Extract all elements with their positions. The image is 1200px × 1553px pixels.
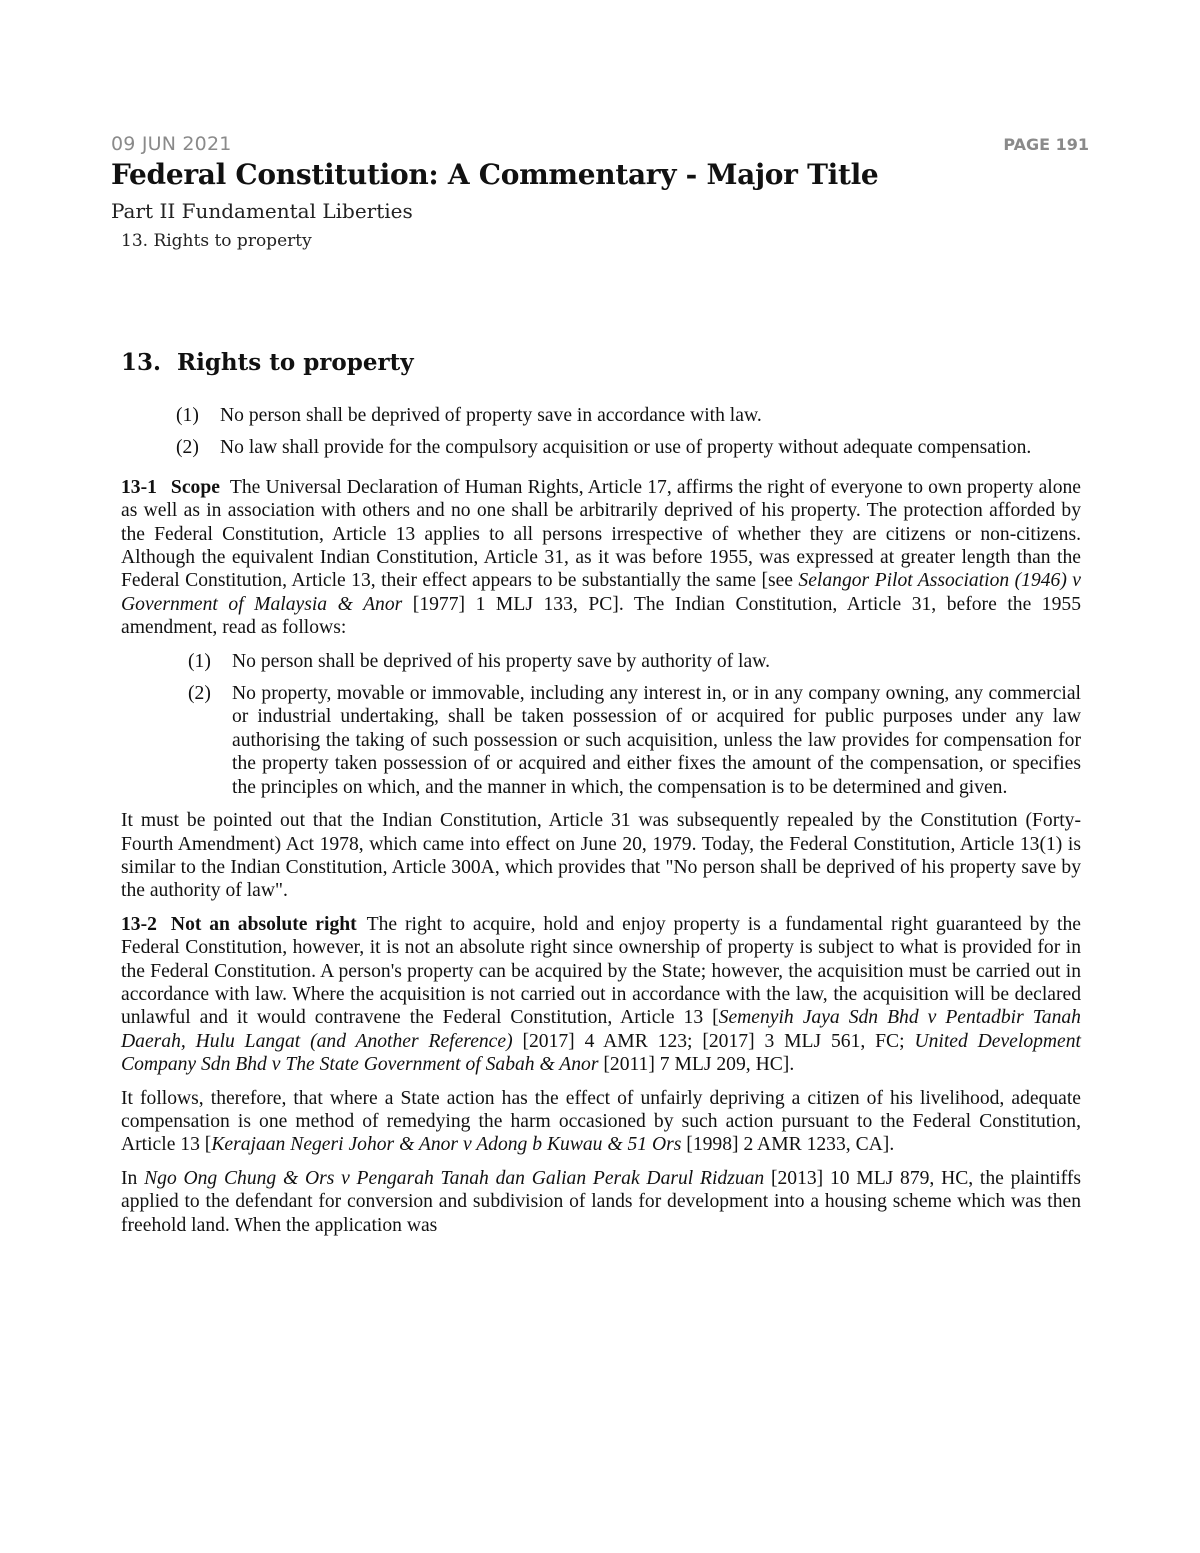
paragraph-text: The right to acquire, hold and enjoy property is a fundamental right guaranteed by the Federal Constitution, however, it is not an absolute right since ownership of property is subject to what is provided for in the Federal Constitution. A person's property can be acquired by the State; however, the acquisition must be carried out in accordance with law. Where the acquisition is not carried out in accordance with the law, the acquisition will be declared unlawful and it would contravene the Federal Constitution, Article 13 [ [121,913,1081,1029]
article-clause [176,436,1081,459]
section-title: Rights to property [177,349,414,376]
clause-number: (2) [176,437,199,459]
clause-number: (2) [188,683,211,705]
part-title: Part II Fundamental Liberties [111,199,413,223]
paragraph-number: 13-1 [121,476,157,498]
section-heading [121,349,414,376]
section-breadcrumb: 13. Rights to property [121,231,312,251]
section-number: 13. [121,349,162,376]
case-citation: Semenyih Jaya Sdn Bhd v Pentadbir Tanah Daerah, Hulu Langat (and Another Reference) [121,1007,1081,1052]
paragraph-number: 13-2 [121,913,157,935]
paragraph-repealed: It must be pointed out that the Indian Constitution, Article 31 was subsequently repealed by the Constitution (Forty-Fourth Amendment) Act 1978, which came into effect on June 20, 1979. Today, the Federal Constitution, Article 13(1) is similar to the Indian Constitution, Article 300A, which provides that "No person shall be deprived of his property save by the authority of law". [121,810,1081,902]
case-citation: Selangor Pilot Association (1946) v Government of Malaysia & Anor [121,570,1081,615]
paragraph-13-2 [121,913,1081,1077]
page-number: PAGE 191 [1003,135,1089,154]
document-body [121,404,1081,1247]
clause-text: No person shall be deprived of property save in accordance with law. [220,405,762,426]
paragraph-13-1 [121,476,1081,640]
paragraph-text: In [121,1167,145,1189]
quoted-clause [188,682,1081,799]
paragraph-text: The Universal Declaration of Human Rights, Article 17, affirms the right of everyone to own property alone as well as in association with others and no one shall be arbitrarily deprived of his property. The protection afforded by the Federal Constitution, Article 13 applies to all persons irrespective of whether they are citizens or non-citizens. Although the equivalent Indian Constitution, Article 31, as it was before 1955, was expressed at greater length than the Federal Constitution, Article 13, their effect appears to be substantially the same [see [121,476,1081,592]
major-title: Federal Constitution: A Commentary - Major Title [111,158,879,191]
clause-text: No person shall be deprived of his property save by authority of law. [232,650,770,672]
paragraph-text: [2013] 10 MLJ 879, HC, the plaintiffs applied to the defendant for conversion and subdivision of lands for development into a housing scheme which was then freehold land. When the application was [121,1167,1082,1236]
clause-number: (1) [188,650,211,672]
case-citation: United Development Company Sdn Bhd v The State Government of Sabah & Anor [121,1030,1081,1076]
paragraph-text: It follows, therefore, that where a State action has the effect of unfairly depriving a citizen of his livelihood, adequate compensation is one method of remedying the harm occasioned by such action pursuant to the Federal Constitution, Article 13 [ [121,1087,1081,1156]
paragraph-text: [1998] 2 AMR 1233, CA]. [681,1134,895,1156]
clause-number: (1) [176,405,199,426]
paragraph-text: [1977] 1 MLJ 133, PC]. The Indian Constitution, Article 31, before the 1955 amendment, read as follows: [121,593,1081,639]
paragraph-follows [121,1087,1081,1157]
clause-text: No law shall provide for the compulsory acquisition or use of property without adequate compensation. [220,437,1032,459]
case-citation: Ngo Ong Chung & Ors v Pengarah Tanah dan Galian Perak Darul Ridzuan [144,1167,765,1189]
quoted-clause [188,650,1081,673]
document-date: 09 JUN 2021 [111,133,232,155]
article-clause [176,404,1081,427]
quoted-article [121,650,1081,799]
paragraph-heading: Not an absolute right [170,913,357,935]
paragraph-text: [2011] 7 MLJ 209, HC]. [598,1054,795,1076]
paragraph-ngo [121,1167,1081,1237]
paragraph-text: [2017] 4 AMR 123; [2017] 3 MLJ 561, FC; [512,1030,915,1052]
clause-text: No property, movable or immovable, including any interest in, or in any company owning, any commercial or industrial undertaking, shall be taken possession of or acquired for public purposes under any law authorising the taking of such possession or such acquisition, unless the law provides for compensation for the property taken possession of or acquired and either fixes the amount of the compensation, or specifies the principles on which, and the manner in which, the compensation is to be determined and given. [232,683,1081,798]
case-citation: Kerajaan Negeri Johor & Anor v Adong b Kuwau & 51 Ors [211,1134,682,1156]
paragraph-heading: Scope [170,476,220,498]
